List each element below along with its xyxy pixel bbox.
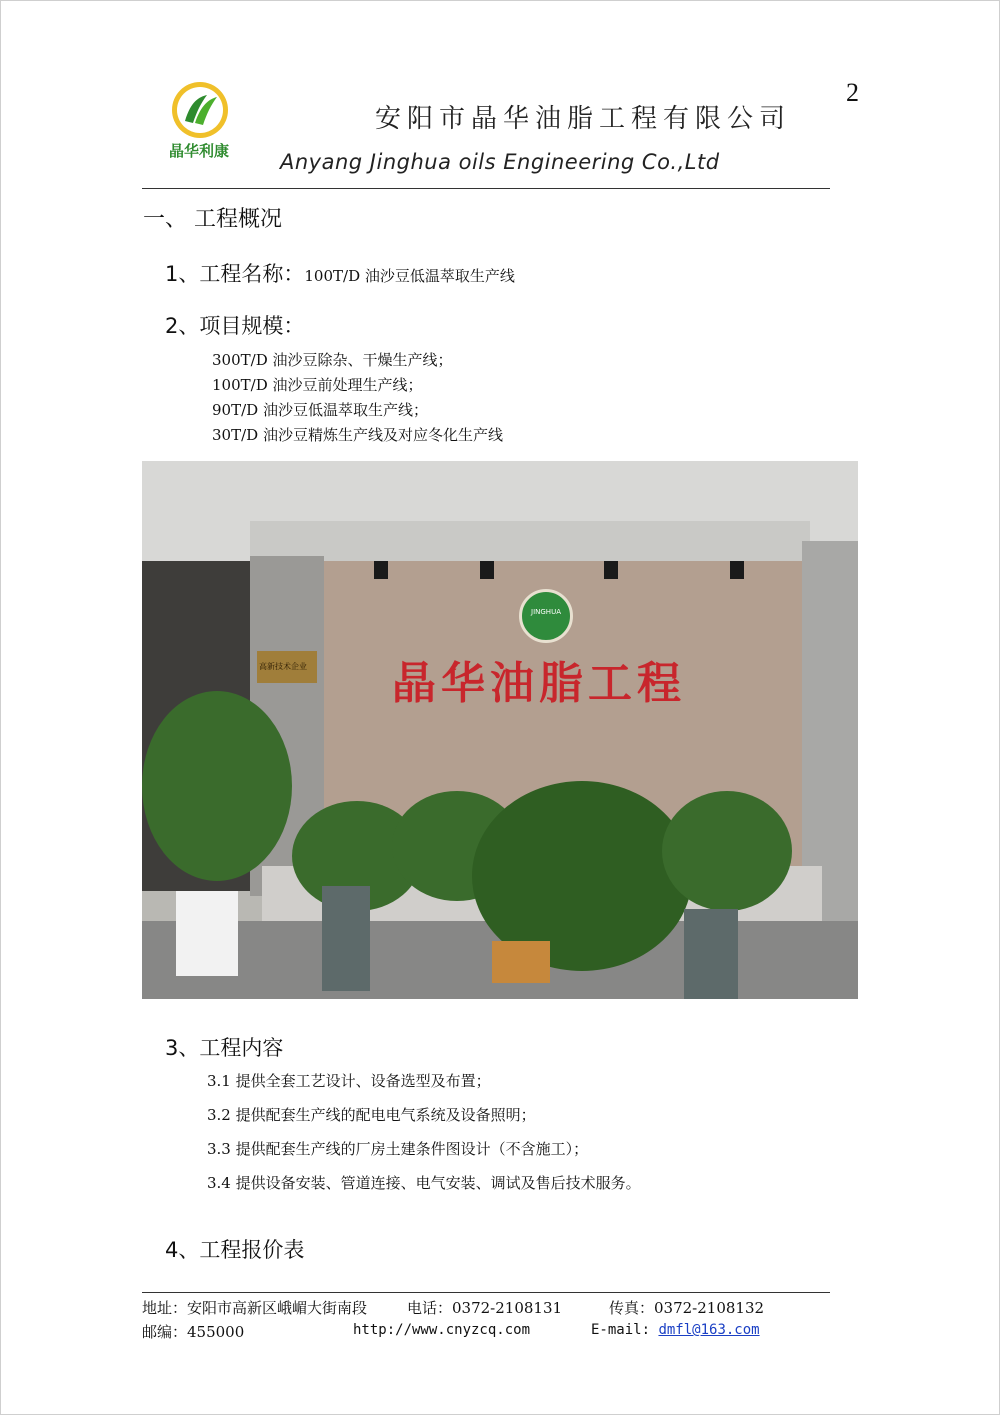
footer-phone: 电话：0372-2108131: [407, 1299, 563, 1317]
list-item: 300T/D 油沙豆除杂、干燥生产线；: [212, 351, 453, 369]
company-logo: [160, 82, 238, 168]
spotlight: [604, 561, 618, 579]
list-item: 3.3 提供配套生产线的厂房土建条件图设计（不含施工）；: [207, 1140, 589, 1158]
plaque: [257, 651, 317, 683]
company-name-cn: 安阳市晶华油脂工程有限公司: [375, 104, 792, 134]
list-item: 3.2 提供配套生产线的配电电气系统及设备照明；: [207, 1106, 536, 1124]
orange-pot: [492, 941, 550, 983]
list-item: 100T/D 油沙豆前处理生产线；: [212, 376, 423, 394]
item-value: 100T/D 油沙豆低温萃取生产线: [304, 267, 515, 285]
footer-website[interactable]: http://www.cnyzcq.com: [353, 1322, 531, 1338]
footer-divider: [142, 1292, 830, 1293]
company-name-en: Anyang Jinghua oils Engineering Co.,Ltd: [280, 150, 720, 174]
footer-address: 地址：安阳市高新区峨嵋大街南段: [142, 1299, 368, 1317]
header-divider: [142, 188, 830, 189]
page-number: 2: [846, 78, 859, 107]
list-item: 90T/D 油沙豆低温萃取生产线；: [212, 401, 428, 419]
footer-postcode: 邮编：455000: [142, 1323, 245, 1341]
email-link[interactable]: dmfl@163.com: [658, 1322, 760, 1338]
wall-emblem: [519, 589, 573, 643]
scale-list: [212, 348, 503, 448]
list-item: 3.1 提供全套工艺设计、设备选型及布置；: [207, 1072, 491, 1090]
item-quote-label: 4、工程报价表: [165, 1238, 305, 1262]
list-item: 30T/D 油沙豆精炼生产线及对应冬化生产线: [212, 426, 503, 444]
logo-inner: [177, 87, 223, 133]
leaf-icon: [177, 87, 223, 133]
footer-fax: 传真：0372-2108132: [609, 1299, 765, 1317]
photo-right-wall: [802, 541, 858, 921]
plant: [662, 791, 792, 911]
item-project-name: [165, 258, 515, 288]
item-scale-label: 2、项目规模：: [165, 314, 305, 338]
list-item: 3.4 提供设备安装、管道连接、电气安装、调试及售后技术服务。: [207, 1174, 641, 1192]
spotlight: [730, 561, 744, 579]
spotlight: [480, 561, 494, 579]
wall-sign: 晶华油脂工程: [392, 658, 686, 709]
item-content-label: 3、工程内容: [165, 1036, 284, 1060]
spotlight: [374, 561, 388, 579]
section-title: 一、 工程概况: [143, 207, 282, 232]
plant: [142, 691, 292, 881]
grey-pot: [322, 886, 370, 991]
email-label: E-mail:: [591, 1322, 651, 1338]
grey-pot: [684, 909, 738, 999]
white-pot: [176, 891, 238, 976]
plaque-text: 高新技术企业: [259, 662, 307, 671]
lobby-photo: [142, 461, 858, 999]
footer-email: [591, 1322, 760, 1338]
emblem-text: JINGHUA: [531, 608, 561, 616]
logo-text: 晶华利康: [168, 142, 229, 160]
item-label: 1、工程名称：: [165, 262, 305, 286]
